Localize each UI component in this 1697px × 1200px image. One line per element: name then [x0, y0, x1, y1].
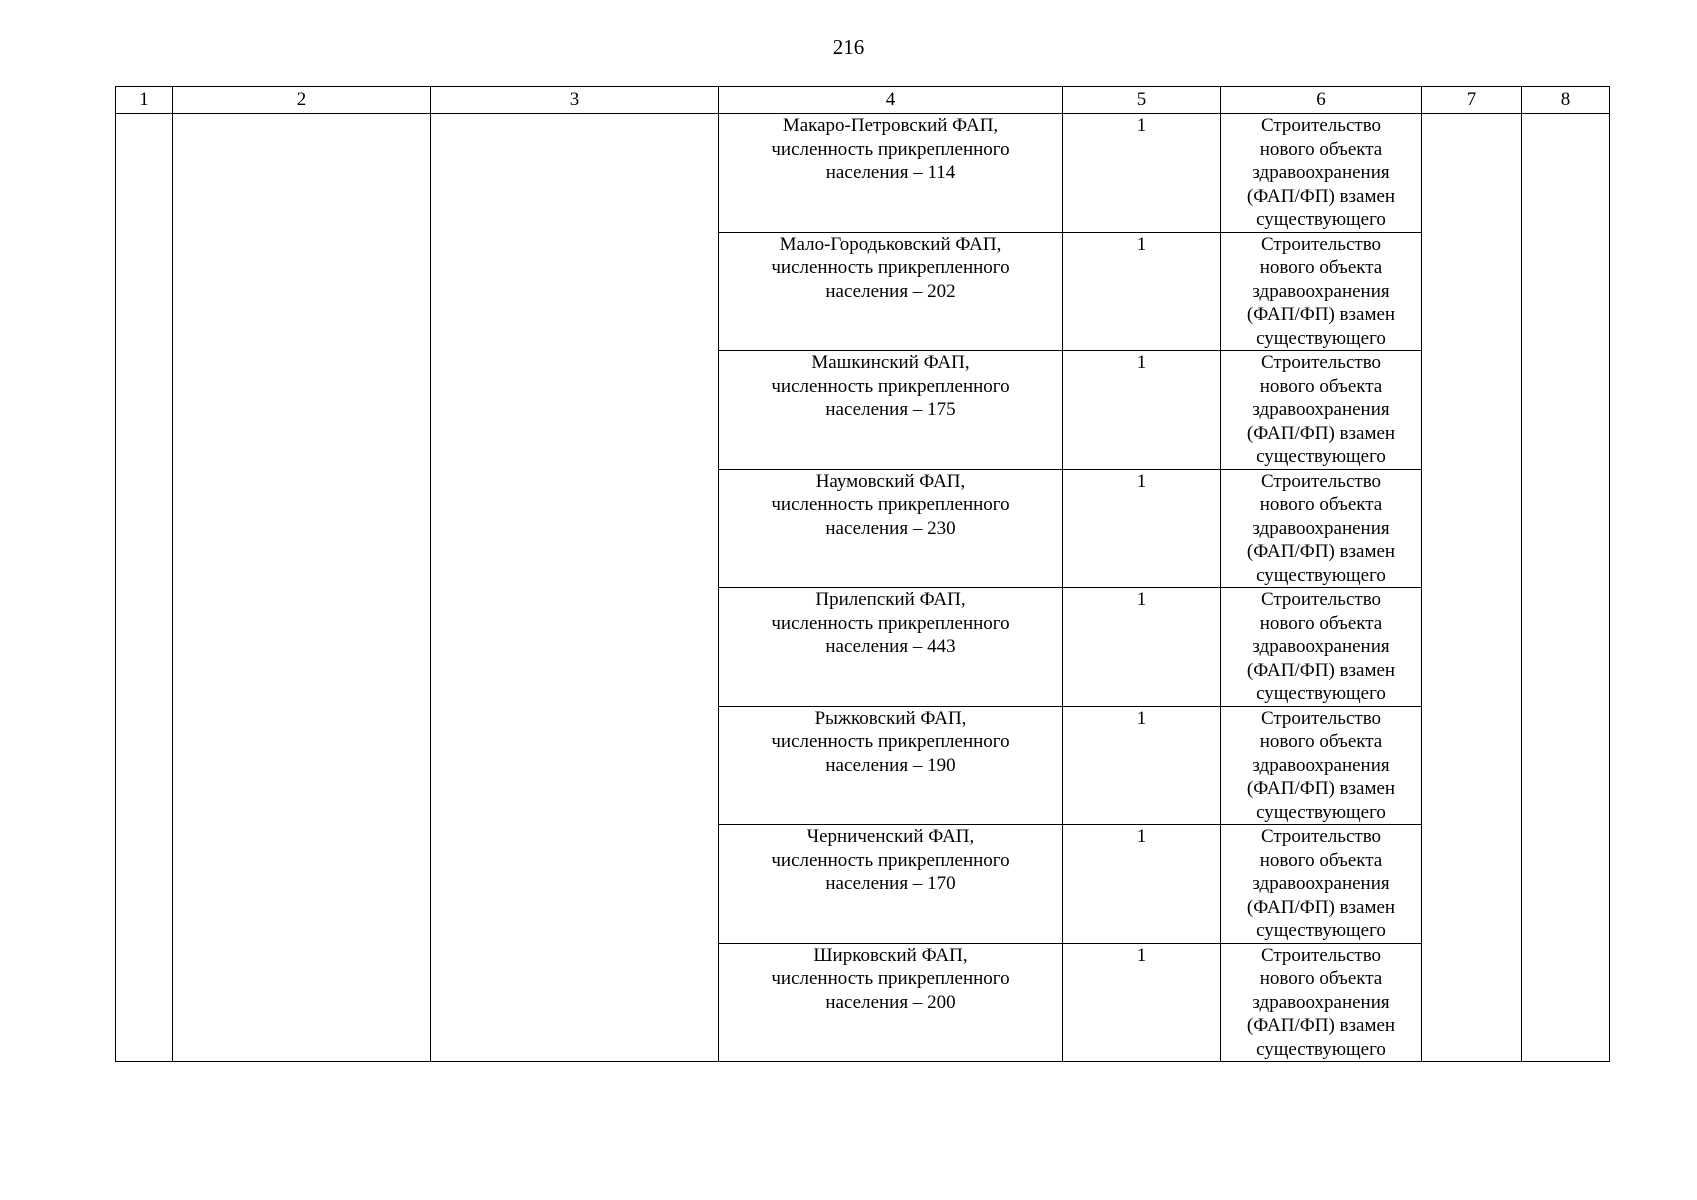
action-line: Строительство [1260, 944, 1382, 966]
action-line: нового объекта [1259, 138, 1383, 160]
action-line: здравоохранения [1252, 162, 1390, 183]
action-line: нового объекта [1259, 612, 1383, 634]
action-line: существующего [1256, 446, 1386, 467]
action-cell [1221, 825, 1422, 944]
action-cell [1221, 943, 1422, 1062]
population-value: населения – 175 [825, 399, 956, 420]
action-line: (ФАП/ФП) взамен [1246, 778, 1396, 799]
population-value: населения – 190 [825, 754, 956, 776]
count-cell: 1 [1063, 114, 1221, 233]
population-value: населения – 230 [825, 517, 956, 539]
column-3-cell [431, 114, 719, 1062]
action-line: здравоохранения [1252, 517, 1390, 539]
facility-cell [719, 706, 1063, 825]
count-cell: 1 [1063, 825, 1221, 944]
action-line: (ФАП/ФП) взамен [1246, 185, 1396, 207]
population-label: численность прикрепленного [771, 849, 1010, 871]
facility-name: Черниченский ФАП, [806, 826, 975, 847]
population-value: населения – 114 [825, 162, 956, 183]
facility-cell [719, 469, 1063, 588]
population-label: численность прикрепленного [771, 138, 1010, 160]
population-label: численность прикрепленного [771, 612, 1010, 634]
facility-cell [719, 588, 1063, 707]
action-cell [1221, 469, 1422, 588]
facility-cell [719, 943, 1063, 1062]
action-line: существующего [1256, 683, 1386, 704]
action-line: существующего [1256, 920, 1386, 941]
action-line: существующего [1256, 327, 1386, 349]
action-line: нового объекта [1259, 968, 1383, 989]
action-line: существующего [1256, 564, 1386, 586]
action-line: Строительство [1260, 826, 1382, 847]
action-line: (ФАП/ФП) взамен [1246, 659, 1396, 681]
action-line: существующего [1256, 1038, 1386, 1060]
action-line: здравоохранения [1252, 280, 1390, 302]
count-cell: 1 [1063, 469, 1221, 588]
action-line: нового объекта [1259, 494, 1383, 515]
action-line: (ФАП/ФП) взамен [1246, 422, 1396, 444]
facility-name: Наумовский ФАП, [815, 470, 966, 492]
action-line: здравоохранения [1252, 754, 1390, 776]
column-header-4: 4 [719, 87, 1063, 114]
population-value: населения – 170 [825, 873, 956, 894]
column-header-6: 6 [1221, 87, 1422, 114]
action-line: Строительство [1260, 352, 1382, 373]
action-cell [1221, 114, 1422, 233]
facility-cell [719, 825, 1063, 944]
population-value: населения – 200 [825, 991, 956, 1013]
population-label: численность прикрепленного [771, 375, 1010, 397]
count-cell: 1 [1063, 943, 1221, 1062]
action-line: существующего [1256, 209, 1386, 230]
population-value: населения – 443 [825, 636, 956, 657]
action-line: (ФАП/ФП) взамен [1246, 1015, 1396, 1036]
column-header-7: 7 [1422, 87, 1522, 114]
population-label: численность прикрепленного [771, 968, 1010, 989]
action-line: Строительство [1260, 470, 1382, 492]
column-8-cell [1522, 114, 1610, 1062]
facility-cell [719, 232, 1063, 351]
column-header-3: 3 [431, 87, 719, 114]
action-cell [1221, 706, 1422, 825]
action-line: Строительство [1260, 115, 1382, 136]
action-line: Строительство [1260, 589, 1382, 610]
column-header-2: 2 [173, 87, 431, 114]
count-cell: 1 [1063, 706, 1221, 825]
facility-cell [719, 351, 1063, 470]
column-header-8: 8 [1522, 87, 1610, 114]
action-line: здравоохранения [1252, 636, 1390, 657]
column-2-cell [173, 114, 431, 1062]
action-line: здравоохранения [1252, 991, 1390, 1013]
action-line: нового объекта [1259, 849, 1383, 871]
table-header-row [116, 87, 1610, 114]
action-line: Строительство [1260, 233, 1382, 255]
action-line: здравоохранения [1252, 399, 1390, 420]
action-line: (ФАП/ФП) взамен [1246, 541, 1396, 562]
column-1-cell [116, 114, 173, 1062]
page-number: 216 [832, 35, 865, 59]
action-line: нового объекта [1259, 731, 1383, 752]
action-line: нового объекта [1259, 257, 1383, 278]
column-7-cell [1422, 114, 1522, 1062]
action-line: Строительство [1260, 707, 1382, 729]
facility-name: Прилепский ФАП, [815, 589, 966, 610]
count-cell: 1 [1063, 588, 1221, 707]
facility-name: Макаро-Петровский ФАП, [782, 115, 999, 136]
column-header-5: 5 [1063, 87, 1221, 114]
facility-name: Машкинский ФАП, [811, 352, 970, 373]
population-label: численность прикрепленного [771, 494, 1010, 515]
table-row [116, 114, 1610, 233]
facilities-table [115, 86, 1610, 1062]
action-line: нового объекта [1259, 375, 1383, 397]
action-line: (ФАП/ФП) взамен [1246, 896, 1396, 918]
population-value: населения – 202 [825, 280, 956, 302]
action-line: (ФАП/ФП) взамен [1246, 304, 1396, 325]
action-line: здравоохранения [1252, 873, 1390, 894]
facility-name: Рыжковский ФАП, [814, 707, 967, 729]
population-label: численность прикрепленного [771, 257, 1010, 278]
count-cell: 1 [1063, 232, 1221, 351]
count-cell: 1 [1063, 351, 1221, 470]
action-cell [1221, 588, 1422, 707]
action-cell [1221, 351, 1422, 470]
facility-cell [719, 114, 1063, 233]
population-label: численность прикрепленного [771, 731, 1010, 752]
facility-name: Мало-Городьковский ФАП, [779, 233, 1002, 255]
column-header-1: 1 [116, 87, 173, 114]
facility-name: Ширковский ФАП, [813, 944, 968, 966]
action-line: существующего [1256, 801, 1386, 823]
action-cell [1221, 232, 1422, 351]
